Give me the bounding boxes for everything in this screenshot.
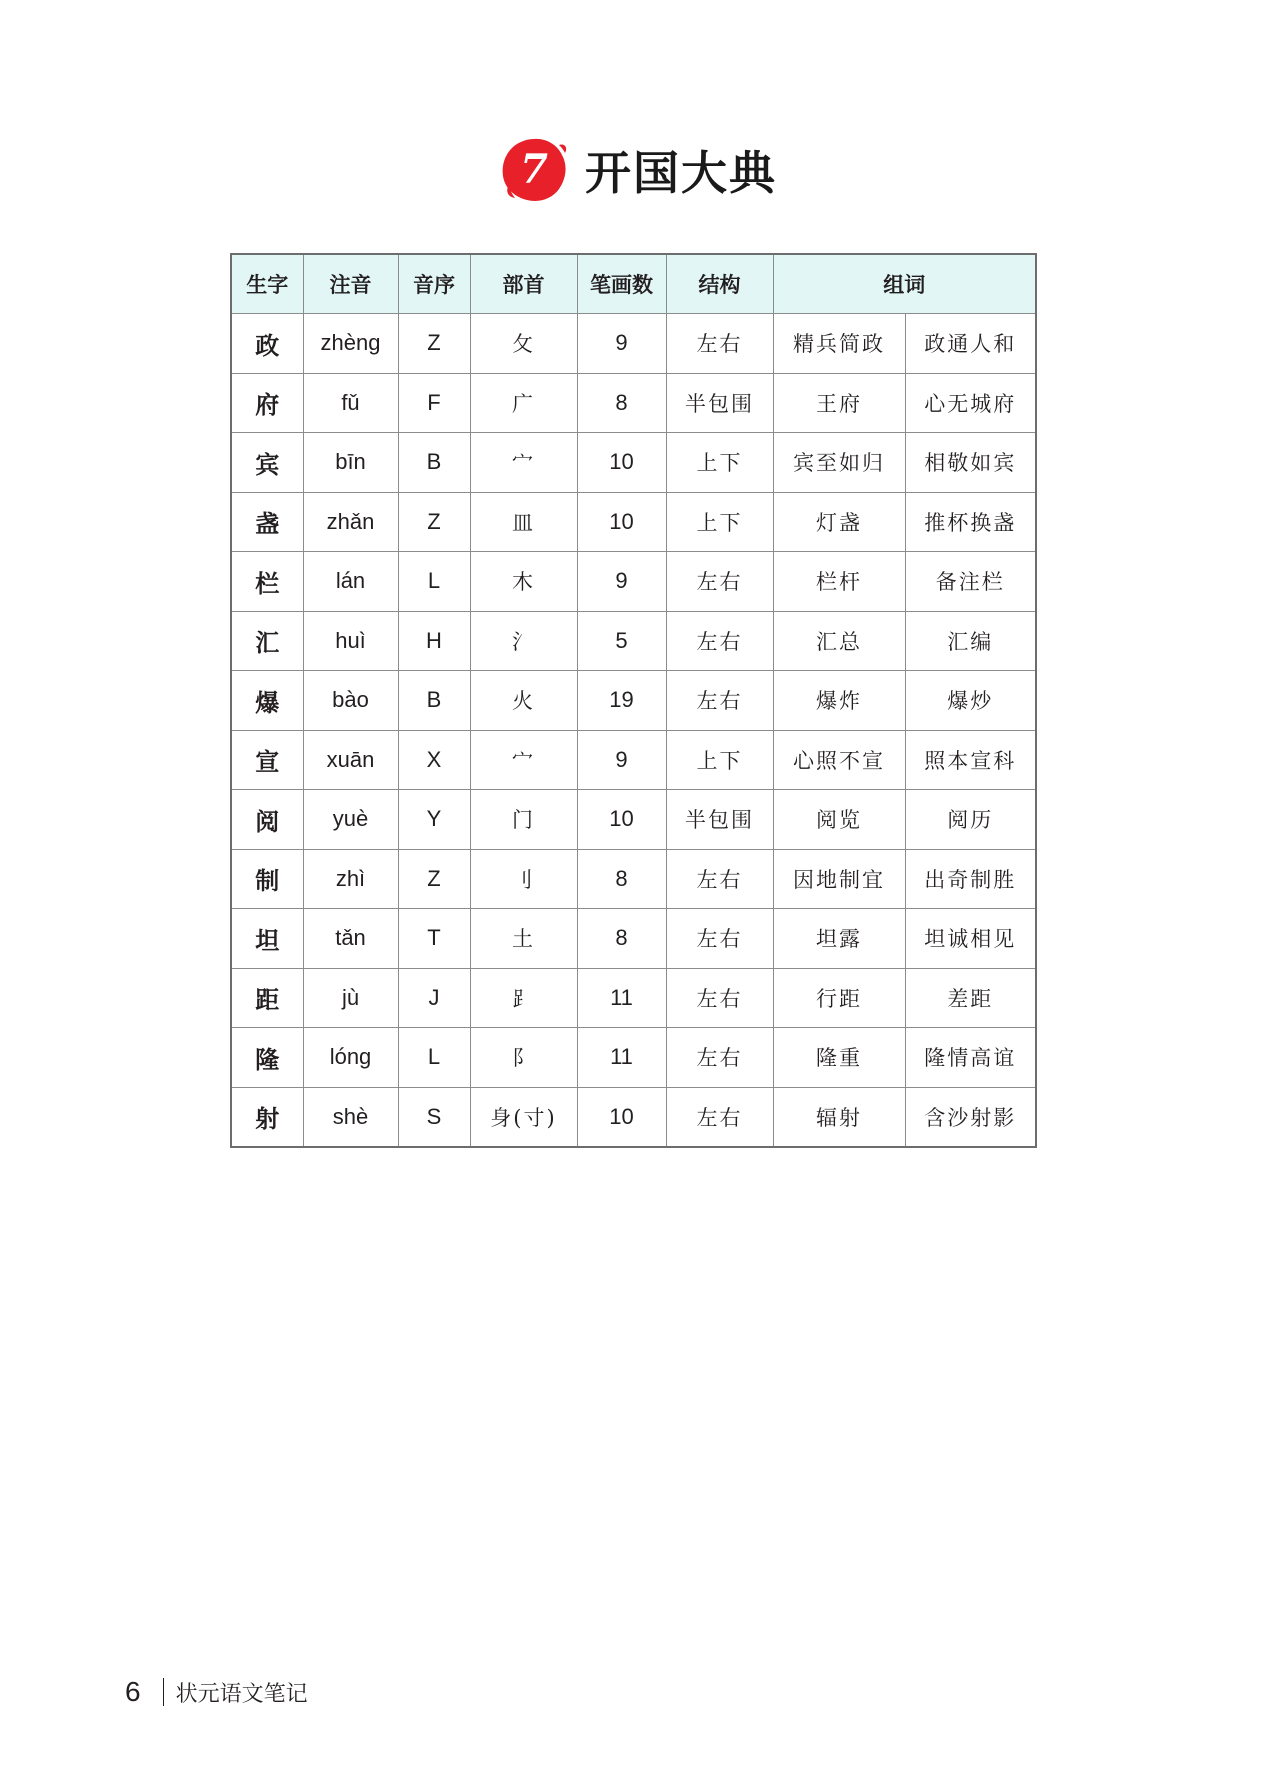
row-word-1: 精兵简政 <box>773 314 905 374</box>
row-word-1: 坦露 <box>773 909 905 969</box>
row-char: 阅 <box>231 790 303 850</box>
row-initial: X <box>398 730 470 790</box>
row-pinyin: zhǎn <box>303 492 398 552</box>
row-strokes: 11 <box>577 968 666 1028</box>
row-strokes: 9 <box>577 552 666 612</box>
row-structure: 左右 <box>666 314 773 374</box>
row-radical: 木 <box>470 552 577 612</box>
row-word-1: 心照不宣 <box>773 730 905 790</box>
row-word-1: 汇总 <box>773 611 905 671</box>
row-radical: 皿 <box>470 492 577 552</box>
row-strokes: 9 <box>577 314 666 374</box>
table-row <box>231 909 1036 969</box>
row-word-1: 阅览 <box>773 790 905 850</box>
header-radical: 部首 <box>470 254 577 314</box>
row-char: 距 <box>231 968 303 1028</box>
row-char: 坦 <box>231 909 303 969</box>
row-strokes: 10 <box>577 492 666 552</box>
row-word-2: 照本宣科 <box>905 730 1036 790</box>
row-pinyin: tǎn <box>303 909 398 969</box>
header-initial: 音序 <box>398 254 470 314</box>
row-word-2: 隆情高谊 <box>905 1028 1036 1088</box>
row-structure: 上下 <box>666 492 773 552</box>
row-word-1: 灯盏 <box>773 492 905 552</box>
row-word-2: 差距 <box>905 968 1036 1028</box>
row-radical: 氵 <box>470 611 577 671</box>
table-row <box>231 849 1036 909</box>
row-radical: 攵 <box>470 314 577 374</box>
row-pinyin: fǔ <box>303 373 398 433</box>
row-initial: F <box>398 373 470 433</box>
row-strokes: 8 <box>577 373 666 433</box>
row-initial: L <box>398 552 470 612</box>
page-number: 6 <box>125 1676 141 1707</box>
row-char: 宾 <box>231 433 303 493</box>
footer-divider <box>163 1678 164 1706</box>
lesson-title: 开国大典 <box>585 146 777 200</box>
row-pinyin: yuè <box>303 790 398 850</box>
row-word-1: 栏杆 <box>773 552 905 612</box>
header-structure: 结构 <box>666 254 773 314</box>
row-initial: B <box>398 671 470 731</box>
row-pinyin: zhì <box>303 849 398 909</box>
row-word-1: 行距 <box>773 968 905 1028</box>
row-strokes: 11 <box>577 1028 666 1088</box>
table-row <box>231 1087 1036 1147</box>
row-structure: 左右 <box>666 909 773 969</box>
row-pinyin: bào <box>303 671 398 731</box>
row-structure: 左右 <box>666 552 773 612</box>
row-word-1: 隆重 <box>773 1028 905 1088</box>
row-strokes: 9 <box>577 730 666 790</box>
row-word-2: 阅历 <box>905 790 1036 850</box>
row-char: 宣 <box>231 730 303 790</box>
header-strokes: 笔画数 <box>577 254 666 314</box>
table-row <box>231 730 1036 790</box>
row-word-2: 相敬如宾 <box>905 433 1036 493</box>
header-pinyin: 注音 <box>303 254 398 314</box>
row-initial: J <box>398 968 470 1028</box>
row-initial: B <box>398 433 470 493</box>
row-structure: 左右 <box>666 968 773 1028</box>
row-structure: 左右 <box>666 1087 773 1147</box>
row-char: 射 <box>231 1087 303 1147</box>
row-strokes: 8 <box>577 909 666 969</box>
row-char: 爆 <box>231 671 303 731</box>
row-pinyin: shè <box>303 1087 398 1147</box>
row-pinyin: huì <box>303 611 398 671</box>
row-word-1: 宾至如归 <box>773 433 905 493</box>
row-word-1: 因地制宜 <box>773 849 905 909</box>
row-word-2: 备注栏 <box>905 552 1036 612</box>
lesson-number: 7 <box>520 146 548 193</box>
row-structure: 左右 <box>666 849 773 909</box>
row-radical: 门 <box>470 790 577 850</box>
table-row <box>231 373 1036 433</box>
row-strokes: 19 <box>577 671 666 731</box>
row-pinyin: bīn <box>303 433 398 493</box>
table-row <box>231 968 1036 1028</box>
row-radical: 刂 <box>470 849 577 909</box>
row-radical: 阝 <box>470 1028 577 1088</box>
row-initial: S <box>398 1087 470 1147</box>
header-words: 组词 <box>773 254 1036 314</box>
row-strokes: 10 <box>577 433 666 493</box>
row-structure: 半包围 <box>666 373 773 433</box>
row-initial: Y <box>398 790 470 850</box>
book-name: 状元语文笔记 <box>175 1681 308 1707</box>
row-pinyin: lán <box>303 552 398 612</box>
row-pinyin: zhèng <box>303 314 398 374</box>
page-footer <box>125 1672 308 1712</box>
row-word-2: 汇编 <box>905 611 1036 671</box>
row-word-2: 心无城府 <box>905 373 1036 433</box>
row-word-2: 出奇制胜 <box>905 849 1036 909</box>
lesson-number-badge <box>499 135 569 205</box>
row-strokes: 10 <box>577 1087 666 1147</box>
row-pinyin: xuān <box>303 730 398 790</box>
row-char: 盏 <box>231 492 303 552</box>
row-radical: 火 <box>470 671 577 731</box>
row-word-2: 含沙射影 <box>905 1087 1036 1147</box>
row-initial: Z <box>398 314 470 374</box>
table-row <box>231 552 1036 612</box>
row-structure: 左右 <box>666 611 773 671</box>
row-word-2: 爆炒 <box>905 671 1036 731</box>
row-char: 隆 <box>231 1028 303 1088</box>
row-char: 府 <box>231 373 303 433</box>
vocabulary-table <box>230 253 1037 1148</box>
row-radical: 身(寸) <box>470 1087 577 1147</box>
row-structure: 上下 <box>666 433 773 493</box>
row-strokes: 10 <box>577 790 666 850</box>
table-body <box>231 314 1036 1148</box>
row-strokes: 5 <box>577 611 666 671</box>
row-radical: ⻊ <box>470 968 577 1028</box>
row-word-1: 王府 <box>773 373 905 433</box>
row-initial: Z <box>398 849 470 909</box>
row-radical: 宀 <box>470 433 577 493</box>
row-word-1: 辐射 <box>773 1087 905 1147</box>
table-row <box>231 671 1036 731</box>
table-row <box>231 314 1036 374</box>
row-word-2: 政通人和 <box>905 314 1036 374</box>
row-char: 栏 <box>231 552 303 612</box>
row-strokes: 8 <box>577 849 666 909</box>
table-row <box>231 492 1036 552</box>
row-radical: 土 <box>470 909 577 969</box>
table-row <box>231 433 1036 493</box>
table-row <box>231 1028 1036 1088</box>
row-word-2: 推杯换盏 <box>905 492 1036 552</box>
row-radical: 宀 <box>470 730 577 790</box>
row-pinyin: lóng <box>303 1028 398 1088</box>
row-initial: H <box>398 611 470 671</box>
table-row <box>231 790 1036 850</box>
row-char: 汇 <box>231 611 303 671</box>
table-header-row <box>231 254 1036 314</box>
row-char: 制 <box>231 849 303 909</box>
header-char: 生字 <box>231 254 303 314</box>
row-initial: T <box>398 909 470 969</box>
table-row <box>231 611 1036 671</box>
lesson-heading <box>0 130 1276 210</box>
row-structure: 半包围 <box>666 790 773 850</box>
row-structure: 左右 <box>666 671 773 731</box>
row-structure: 左右 <box>666 1028 773 1088</box>
row-word-1: 爆炸 <box>773 671 905 731</box>
row-radical: 广 <box>470 373 577 433</box>
row-char: 政 <box>231 314 303 374</box>
row-word-2: 坦诚相见 <box>905 909 1036 969</box>
row-initial: L <box>398 1028 470 1088</box>
row-pinyin: jù <box>303 968 398 1028</box>
row-structure: 上下 <box>666 730 773 790</box>
row-initial: Z <box>398 492 470 552</box>
